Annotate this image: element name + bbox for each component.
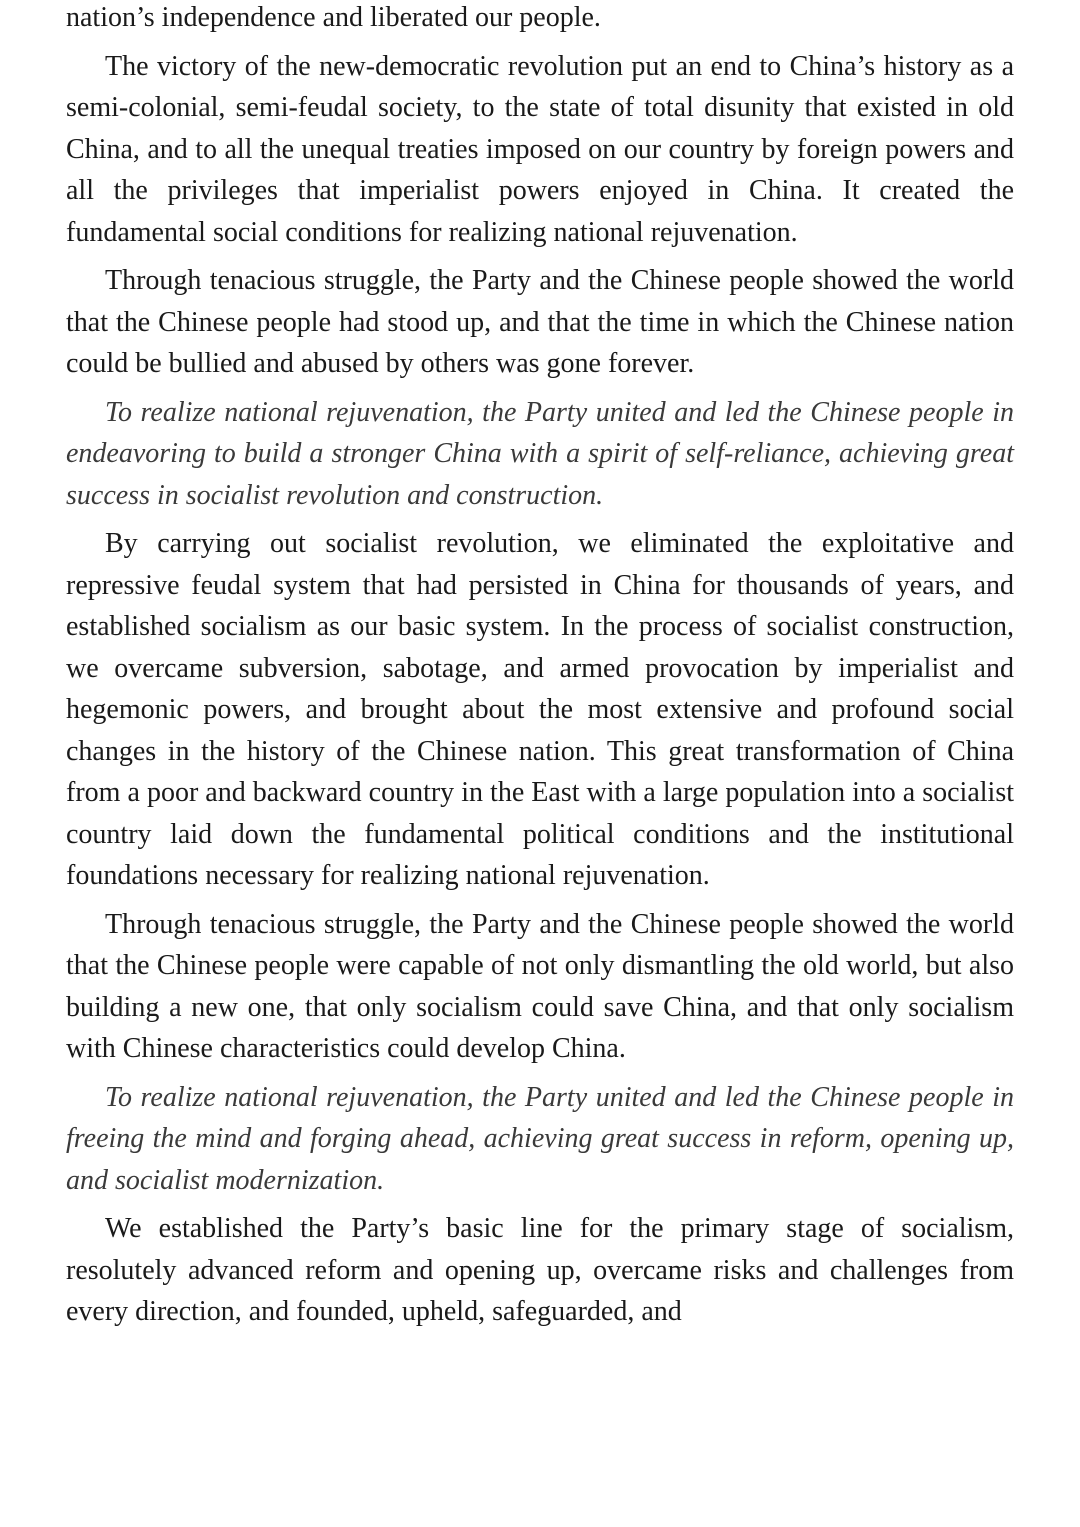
paragraph: By carrying out socialist revolution, we eliminated the exploitative and repressive feudal system that had persisted in China for thousands of years, and established socialism as our basic system. In the process of socialist construction, we overcame subversion, sabotage, and armed provocation by imperialist and hegemonic powers, and brought about the most extensive and profound social changes in the history of the Chinese nation. This great transformation of China from a poor and backward country in the East with a large population into a socialist country laid down the fundamental political conditions and the institutional foundations necessary for realizing national rejuvenation. xyxy=(66,528,1014,891)
document-page xyxy=(66,0,1014,1340)
italic-summary-paragraph: To realize national rejuvenation, the Party united and led the Chinese people in endeavoring to build a stronger China with a spirit of self-reliance, achieving great success in socialist revolution and construction. xyxy=(66,396,1014,511)
paragraph-continues: We established the Party’s basic line for the primary stage of socialism, resolutely advanced reform and opening up, overcame risks and challenges from every direction, and founded, upheld, safeguarded, and xyxy=(66,1213,1014,1327)
paragraph: Through tenacious struggle, the Party and the Chinese people showed the world that the Chinese people were capable of not only dismantling the old world, but also building a new one, that only socialism could save China, and that only socialism with Chinese characteristics could develop China. xyxy=(66,908,1014,1064)
italic-summary-paragraph: To realize national rejuvenation, the Party united and led the Chinese people in freeing the mind and forging ahead, achieving great success in reform, opening up, and socialist modernization. xyxy=(66,1081,1014,1196)
paragraph: The victory of the new-democratic revolution put an end to China’s history as a semi-colonial, semi-feudal society, to the state of total disunity that existed in old China, and to all the unequal treaties imposed on our country by foreign powers and all the privileges that imperialist powers enjoyed in China. It created the fundamental social conditions for realizing national rejuvenation. xyxy=(66,50,1014,248)
paragraph-continued: nation’s independence and liberated our people. xyxy=(66,2,601,33)
paragraph: Through tenacious struggle, the Party and the Chinese people showed the world that the Chinese people had stood up, and that the time in which the Chinese nation could be bullied and abused by others was gone forever. xyxy=(66,265,1014,379)
